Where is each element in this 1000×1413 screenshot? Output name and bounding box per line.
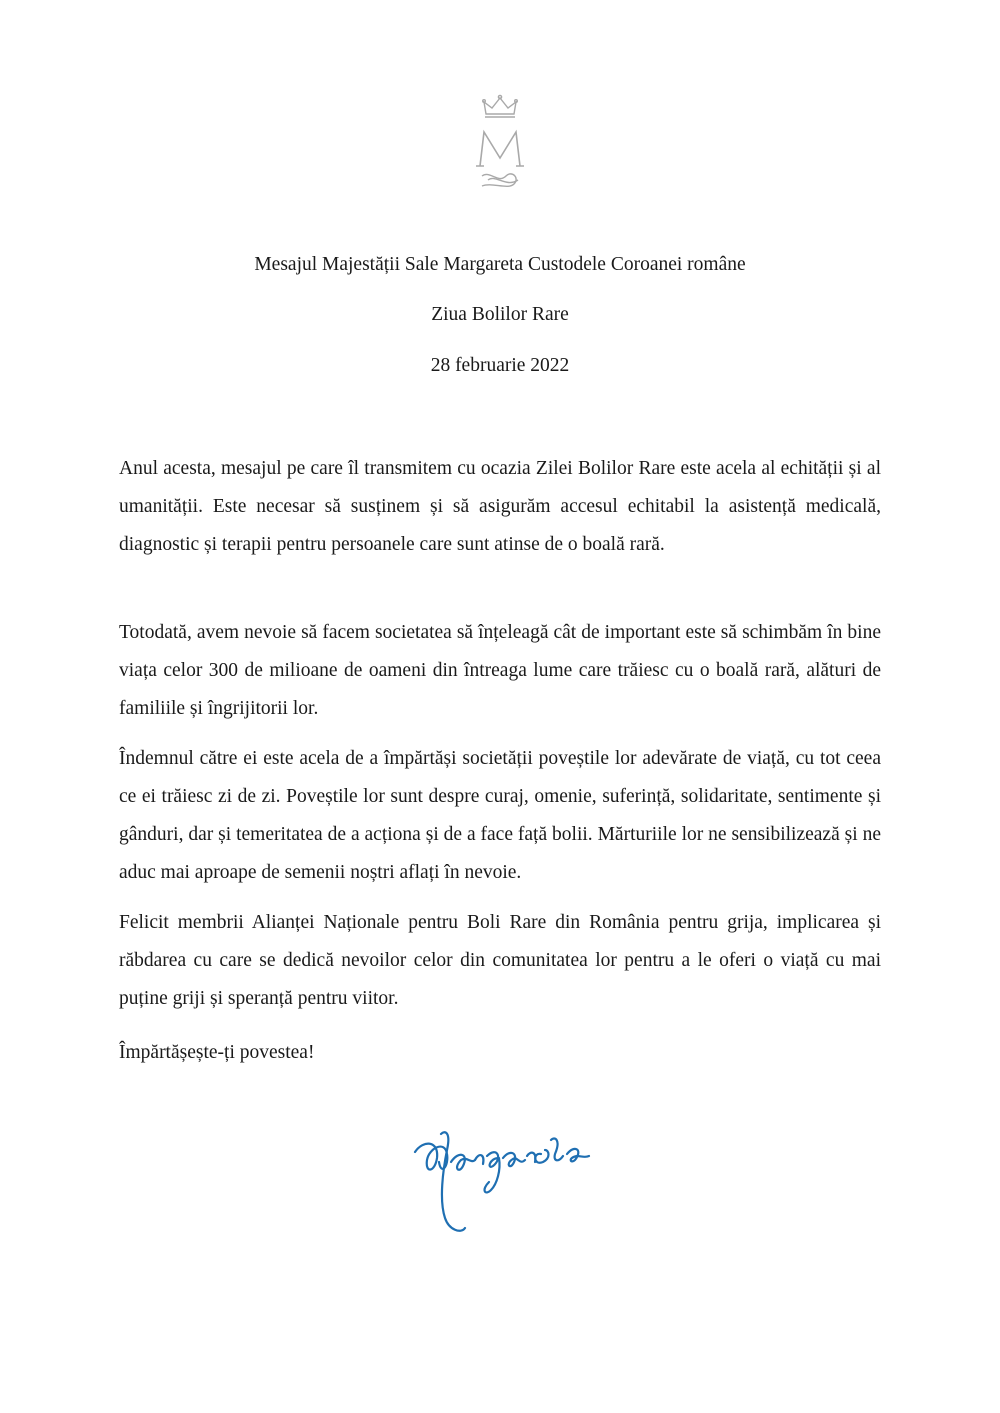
page-subtitle: Ziua Bolilor Rare bbox=[431, 304, 569, 325]
paragraph: Totodată, avem nevoie să facem societatea să înțeleagă cât de important este să schimbăm în bine viața celor 300 de milioane de oameni din întreaga lume care trăiesc cu o boală rară, alături de familiile și îngrijitorii lor. bbox=[119, 622, 881, 719]
crown-monogram-icon bbox=[462, 94, 538, 194]
handwritten-signature bbox=[405, 1110, 595, 1240]
paragraph: Îndemnul către ei este acela de a împărtăși societății poveștile lor adevărate de viață, cu tot ceea ce ei trăiesc zi de zi. Poveștile lor sunt despre curaj, omenie, suferință, solidaritate, sentimente și gânduri, dar și temeritatea de a acționa și de a face față bolii. Mărturiile lor ne sensibilizează și ne aduc mai aproape de semenii noștri aflați în nevoie. bbox=[119, 748, 881, 883]
page-title: Mesajul Majestății Sale Margareta Custodele Coroanei române bbox=[254, 254, 746, 275]
paragraph: Anul acesta, mesajul pe care îl transmitem cu ocazia Zilei Bolilor Rare este acela al echității și al umanității. Este necesar să susținem și să asigurăm accesul echitabil la asistență medicală, diagnostic și terapii pentru persoanele care sunt atinse de o boală rară. bbox=[119, 458, 881, 555]
paragraph: Felicit membrii Alianței Naționale pentru Boli Rare din România pentru grija, implicarea și răbdarea cu care se dedică nevoilor celor din comunitatea lor pentru a le oferi o viață cu mai puține griji și speranță pentru viitor. bbox=[119, 912, 881, 1009]
letter-date: 28 februarie 2022 bbox=[430, 355, 570, 376]
closing-line: Împărtășește-ți povestea! bbox=[119, 1042, 315, 1063]
